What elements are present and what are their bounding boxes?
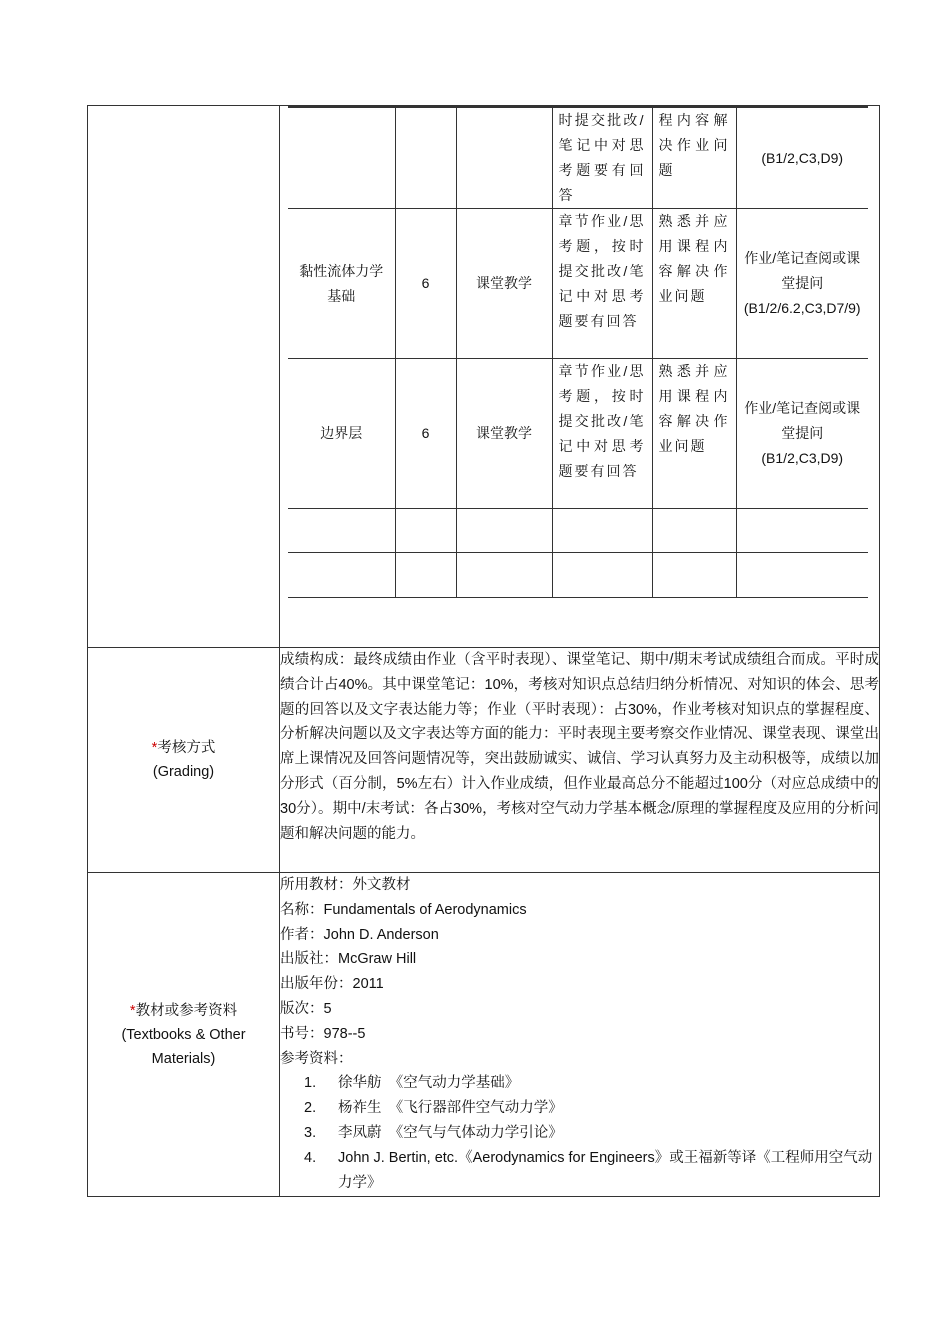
schedule-row-1 bbox=[288, 107, 868, 209]
syllabus-table bbox=[87, 105, 880, 1197]
textbook-edition: 版次：5 bbox=[280, 1000, 332, 1017]
topic-cell bbox=[288, 107, 395, 209]
homework-cell: 章节作业/思考题，按时提交批改/笔记中对思考题要有回答 bbox=[552, 359, 652, 509]
materials-row bbox=[88, 873, 880, 1197]
hours-cell bbox=[395, 107, 456, 209]
schedule-label-cell bbox=[88, 106, 280, 648]
reference-item: 1. 徐华舫 《空气动力学基础》 bbox=[304, 1075, 520, 1092]
topic-cell: 黏性流体力学基础 bbox=[288, 209, 395, 359]
schedule-row-2 bbox=[288, 209, 868, 359]
empty-row bbox=[288, 509, 868, 553]
reference-item: 4. John J. Bertin, etc.《Aerodynamics for Engineers》或王福新等译《工程师用空气动力学》 bbox=[304, 1149, 873, 1191]
schedule-row-3 bbox=[288, 359, 868, 509]
textbook-type: 所用教材：外文教材 bbox=[280, 877, 411, 893]
method-cell: 课堂教学 bbox=[456, 209, 552, 359]
reference-item: 2. 杨祚生 《飞行器部件空气动力学》 bbox=[304, 1100, 563, 1117]
homework-cell: 时提交批改/笔记中对思考题要有回答 bbox=[552, 107, 652, 209]
assessment-cell: 作业/笔记查阅或课堂提问(B1/2/6.2,C3,D7/9) bbox=[736, 209, 868, 359]
assessment-cell: (B1/2,C3,D9) bbox=[736, 107, 868, 209]
method-cell: 课堂教学 bbox=[456, 359, 552, 509]
materials-label: *教材或参考资料 (Textbooks & Other Materials) bbox=[88, 873, 280, 1197]
assessment-cell: 作业/笔记查阅或课堂提问(B1/2,C3,D9) bbox=[736, 359, 868, 509]
reference-list bbox=[280, 1071, 879, 1195]
schedule-subtable bbox=[288, 106, 868, 598]
schedule-content-cell bbox=[280, 106, 880, 648]
textbook-publisher: 出版社：McGraw Hill bbox=[280, 951, 417, 968]
topic-cell: 边界层 bbox=[288, 359, 395, 509]
textbook-year: 出版年份：2011 bbox=[280, 976, 384, 993]
schedule-row bbox=[88, 106, 880, 648]
textbook-isbn: 书号：978--5 bbox=[280, 1025, 366, 1042]
required-star: * bbox=[151, 740, 158, 756]
textbook-author: 作者：John D. Anderson bbox=[280, 926, 439, 943]
grading-label: *考核方式 (Grading) bbox=[88, 648, 280, 873]
hours-cell: 6 bbox=[395, 359, 456, 509]
goal-cell: 程内容解决作业问题 bbox=[652, 107, 736, 209]
grading-text: 成绩构成：最终成绩由作业（含平时表现）、课堂笔记、期中/期末考试成绩组合而成。平时成绩合计占40%。其中课堂笔记：10%，考核对知识点总结归纳分析情况、对知识的体会、思考题的回答以及文字表达能力等；作业（平时表现）：占30%，作业考核对知识点的掌握程度、分析解决问题以及文字表达等方面的能力：平时表现主要考察交作业情况、课堂表现、课堂出席上课情况及回答问题情况等，突出鼓励诚实、诚信、学习认真努力及主动积极等，成绩以加分形式（百分制，5%左右）计入作业成绩，但作业最高总分不能超过100分（对应总成绩中的30分）。期中/末考试：各占30%，考核对空气动力学基本概念/原理的掌握程度及应用的分析问题和解决问题的能力。 bbox=[280, 648, 880, 873]
reference-item: 3. 李凤蔚 《空气与气体动力学引论》 bbox=[304, 1124, 563, 1141]
goal-cell: 熟悉并应用课程内容解决作业问题 bbox=[652, 209, 736, 359]
textbook-title: 名称：Fundamentals of Aerodynamics bbox=[280, 901, 527, 918]
references-heading: 参考资料： bbox=[280, 1050, 353, 1067]
hours-cell: 6 bbox=[395, 209, 456, 359]
homework-cell: 章节作业/思考题，按时提交批改/笔记中对思考题要有回答 bbox=[552, 209, 652, 359]
goal-cell: 熟悉并应用课程内容解决作业问题 bbox=[652, 359, 736, 509]
method-cell bbox=[456, 107, 552, 209]
required-star: * bbox=[129, 1002, 136, 1019]
empty-row bbox=[288, 553, 868, 598]
materials-content bbox=[280, 873, 880, 1197]
grading-row bbox=[88, 648, 880, 873]
